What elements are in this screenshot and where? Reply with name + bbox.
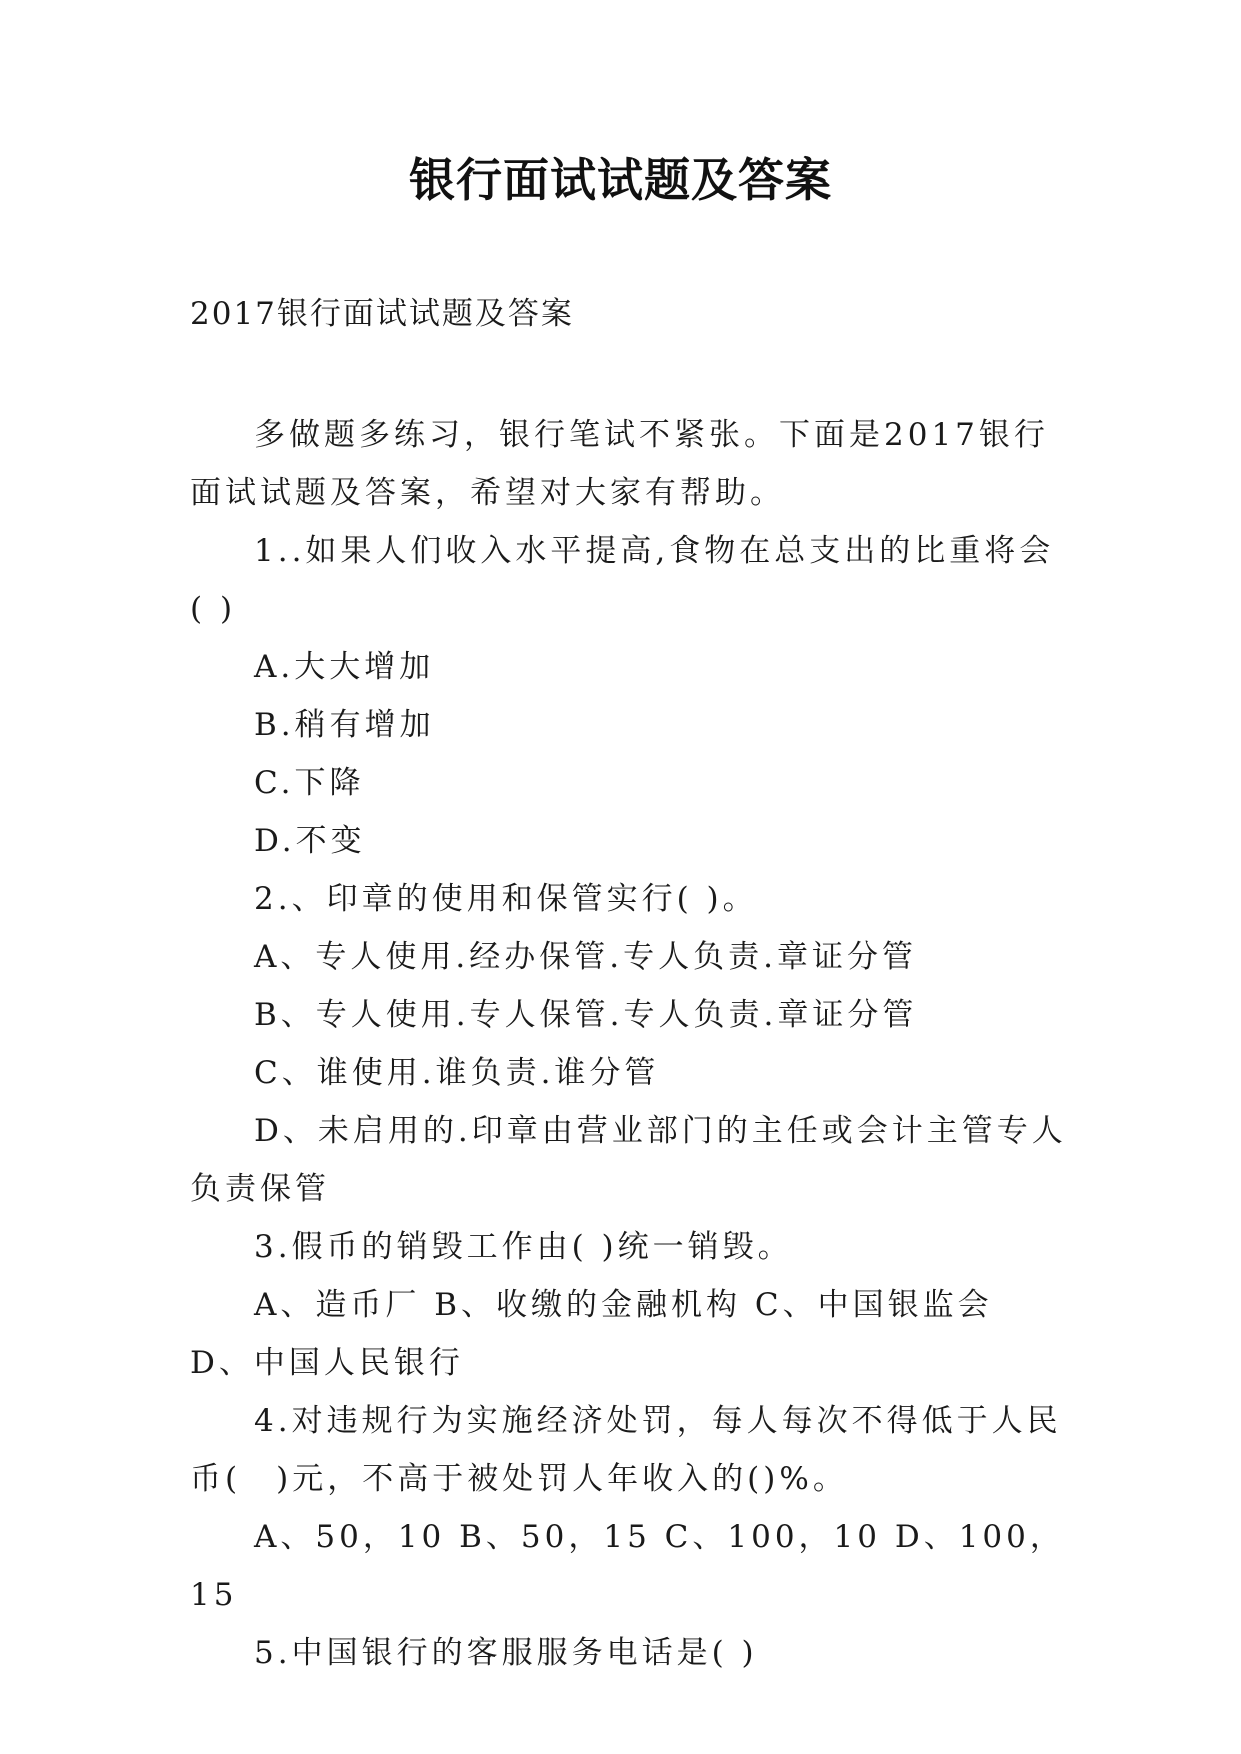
document-body	[190, 406, 1070, 1682]
question-1: 1..如果人们收入水平提高,食物在总支出的比重将会( )	[190, 533, 1055, 627]
question-4: 4.对违规行为实施经济处罚，每人每次不得低于人民币( )元，不高于被处罚人年收入的()%。	[190, 1403, 1062, 1497]
question-2-option-a: A、专人使用.经办保管.专人负责.章证分管	[254, 939, 917, 975]
question-1-option-a: A.大大增加	[254, 649, 435, 685]
question-2-option-b: B、专人使用.专人保管.专人负责.章证分管	[254, 997, 918, 1033]
question-3: 3.假币的销毁工作由( )统一销毁。	[254, 1229, 793, 1265]
question-1-option-d: D.不变	[254, 823, 366, 859]
question-5: 5.中国银行的客服服务电话是( )	[254, 1635, 758, 1671]
question-2-option-c: C、谁使用.谁负责.谁分管	[254, 1055, 660, 1091]
question-1-option-b: B.稍有增加	[254, 707, 435, 743]
intro-paragraph: 多做题多练习，银行笔试不紧张。下面是2017银行面试试题及答案，希望对大家有帮助。	[190, 417, 1049, 511]
question-2: 2.、印章的使用和保管实行( )。	[254, 881, 758, 917]
document-title: 银行面试试题及答案	[409, 153, 832, 207]
question-4-options: A、50，10 B、50，15 C、100，10 D、100，15	[190, 1519, 1065, 1613]
document-subtitle: 2017银行面试试题及答案	[190, 296, 574, 332]
question-2-option-d: D、未启用的.印章由营业部门的主任或会计主管专人负责保管	[190, 1113, 1067, 1207]
question-3-options: A、造币厂 B、收缴的金融机构 C、中国银监会 D、中国人民银行	[190, 1287, 993, 1381]
question-1-option-c: C.下降	[254, 765, 365, 801]
